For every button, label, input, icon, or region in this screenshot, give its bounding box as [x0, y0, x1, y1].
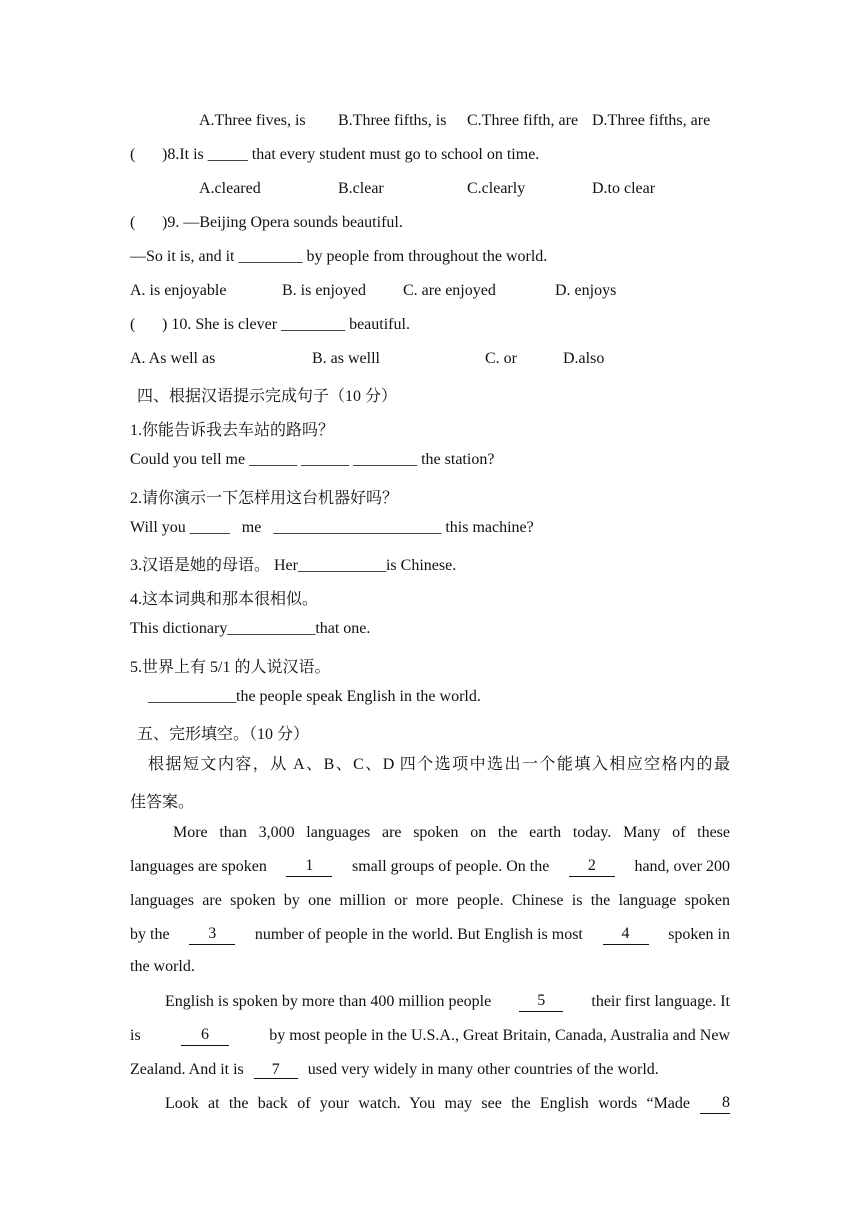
- blank-3: 3: [189, 925, 235, 945]
- q8-option-d: D.to clear: [592, 180, 656, 197]
- q7-option-a: A.Three fives, is: [199, 112, 306, 129]
- passage-p1-line2: [130, 857, 730, 877]
- q9-option-d: D. enjoys: [555, 282, 617, 299]
- q7-option-b: B.Three fifths, is: [338, 112, 447, 129]
- p2-l3-text-a: Zealand. And it is: [130, 1061, 244, 1078]
- q8-option-b: B.clear: [338, 180, 384, 197]
- blank-4: 4: [603, 925, 649, 945]
- p2-l3-text-b: used very widely in many other countries of the world.: [307, 1061, 659, 1078]
- passage-p3-line1: [165, 1094, 730, 1114]
- section4-item4-cn: 4.这本词典和那本很相似。: [130, 591, 319, 608]
- section4-item1-en: Could you tell me ______ ______ ________ the station?: [130, 451, 495, 468]
- item2-en-part-b: me: [241, 519, 266, 536]
- p2-l1-text-b: their first language. It: [591, 993, 730, 1010]
- blank-6: 6: [181, 1026, 229, 1046]
- section4-item3: 3.汉语是她的母语。 Her___________is Chinese.: [130, 557, 457, 574]
- passage-p2-line2: [130, 1026, 730, 1046]
- section4-item4-en: This dictionary___________that one.: [130, 620, 371, 637]
- p1-l4-text-c: spoken in: [668, 926, 730, 943]
- q10-option-b: B. as welll: [312, 350, 380, 367]
- blank-2: 2: [569, 857, 615, 877]
- q9-stem: )9. —Beijing Opera sounds beautiful.: [162, 214, 403, 231]
- q9-option-a: A. is enjoyable: [130, 282, 227, 299]
- passage-p1-line5: the world.: [130, 958, 195, 975]
- q7-option-c: C.Three fifth, are: [467, 112, 579, 129]
- p2-l2-text-a: is: [130, 1027, 141, 1044]
- q9-option-b: B. is enjoyed: [282, 282, 366, 299]
- passage-p1-line3: languages are spoken by one million or more people. Chinese is the language spoken: [130, 892, 730, 909]
- p1-l2-text-a: languages are spoken: [130, 858, 267, 875]
- blank-5: 5: [519, 992, 563, 1012]
- item2-en-part-c: _____________________: [273, 519, 442, 536]
- section5-instruction-line2: 佳答案。: [130, 794, 195, 811]
- p2-l2-text-b: by most people in the U.S.A., Great Britain, Canada, Australia and New: [269, 1027, 730, 1044]
- q8-option-c: C.clearly: [467, 180, 526, 197]
- q7-option-d: D.Three fifths, are: [592, 112, 711, 129]
- section4-item1-cn: 1.你能告诉我去车站的路吗？: [130, 422, 335, 439]
- section4-item5-cn: 5.世界上有 5/1 的人说汉语。: [130, 659, 331, 676]
- blank-8: 8: [700, 1094, 730, 1114]
- section4-item2-en: [130, 519, 534, 537]
- q10-option-d: D.also: [563, 350, 605, 367]
- q10-stem: ) 10. She is clever ________ beautiful.: [162, 316, 410, 333]
- q10-option-a: A. As well as: [130, 350, 216, 367]
- p1-l4-text-b: number of people in the world. But English is most: [254, 926, 583, 943]
- passage-p2-line3: [130, 1060, 730, 1080]
- section4-heading: 四、根据汉语提示完成句子（10 分）: [137, 388, 398, 405]
- q10-option-c: C. or: [485, 350, 517, 367]
- blank-7: 7: [254, 1061, 298, 1079]
- q8-option-a: A.cleared: [199, 180, 261, 197]
- section4-item5-en: ___________the people speak English in the world.: [148, 688, 481, 705]
- q8-answer-paren: (: [130, 146, 136, 163]
- passage-p1-line1: More than 3,000 languages are spoken on the earth today. Many of these: [173, 824, 730, 841]
- section5-instruction-line1: 根据短文内容，从 A、B、C、D 四个选项中选出一个能填入相应空格内的最: [148, 756, 730, 773]
- passage-p2-line1: [165, 992, 730, 1012]
- blank-1: 1: [286, 857, 332, 877]
- item2-en-part-a: Will you _____: [130, 519, 230, 536]
- q10-answer-paren: (: [130, 316, 136, 333]
- p1-l4-text-a: by the: [130, 926, 170, 943]
- section5-heading: 五、完形填空。（10 分）: [137, 726, 310, 743]
- p3-l1-text: Look at the back of your watch. You may see the English words “Made: [165, 1095, 690, 1112]
- q9-reply: —So it is, and it ________ by people from throughout the world.: [130, 248, 548, 265]
- item2-en-part-d: this machine?: [441, 519, 534, 536]
- q9-answer-paren: (: [130, 214, 136, 231]
- q8-stem: )8.It is _____ that every student must go to school on time.: [162, 146, 540, 163]
- q9-option-c: C. are enjoyed: [403, 282, 496, 299]
- p2-l1-text-a: English is spoken by more than 400 million people: [165, 993, 492, 1010]
- p1-l2-text-b: small groups of people. On the: [352, 858, 550, 875]
- p1-l2-text-c: hand, over 200: [634, 858, 730, 875]
- passage-p1-line4: [130, 925, 730, 945]
- section4-item2-cn: 2.请你演示一下怎样用这台机器好吗？: [130, 490, 399, 507]
